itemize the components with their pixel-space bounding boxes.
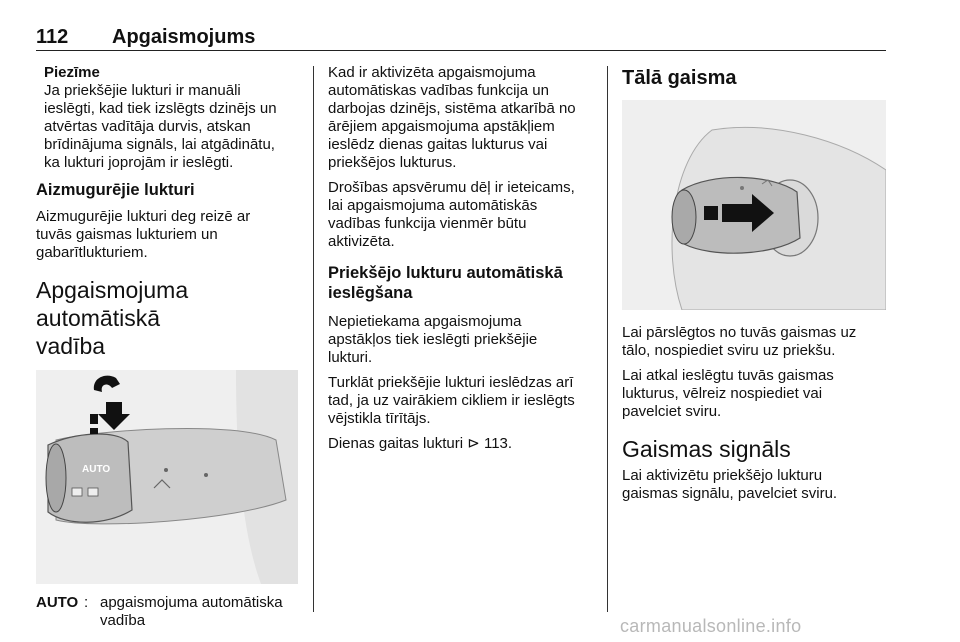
legend-key: AUTO [36,594,79,611]
rear-lights-heading: Aizmugurējie lukturi [36,181,195,199]
column-divider-1 [313,66,314,612]
daytime-lights-reference[interactable]: Dienas gaitas lukturi ⊳ 113. [328,435,513,452]
high-beam-stalk-figure [622,100,886,310]
column-middle [328,64,594,460]
note-text: Ja priekšējie lukturi ir manuāli ieslēgti, kad tiek izslēgts dzinējs un atvērtas vadītāja durvis, atskan brīdinājuma signāls, lai atgādinātu, ka lukturi joprojām ir ieslēgti. [44,82,277,171]
page-header [36,26,886,52]
watermark-text: carmanualsonline.info [620,616,802,636]
note-block [36,64,298,172]
auto-function-text: Kad ir aktivizēta apgaismojuma automātiskas vadības funkcija un darbojas dzinējs, sistēma atkarībā no ārējiem apgaismojuma apstākļiem ieslēdz dienas gaitas lukturus vai priekšējos lukturus. [328,64,576,171]
headlight-flash-heading: Gaismas signāls [622,436,791,462]
wiper-trigger-text: Turklāt priekšējie lukturi ieslēdzas arī tad, ja uz vairākiem cikliem ir ieslēgts vējstikla tīrītājs. [328,374,575,427]
low-beam-return-text: Lai atkal ieslēgtu tuvās gaismas lukturus, vēlreiz nospiediet vai pavelciet sviru. [622,367,834,420]
high-beam-on-text: Lai pārslēgtos no tuvās gaismas uz tālo, nospiediet sviru uz priekšu. [622,324,857,359]
legend-separator: : [84,594,89,611]
auto-light-stalk-figure [36,370,298,584]
light-stalk-illustration [36,370,298,584]
legend-value: apgaismojuma automātiska vadība [100,594,283,629]
column-right [622,64,886,510]
chapter-title: Apgaismojums [112,26,256,48]
rear-lights-text: Aizmugurējie lukturi deg reizē ar tuvās gaismas lukturiem un gabarītlukturiem. [36,208,251,261]
high-beam-heading: Tālā gaisma [622,67,737,89]
auto-light-heading: Apgaismojuma automātiskā vadība [36,277,189,359]
figure-legend [36,594,298,630]
page-number: 112 [36,26,69,48]
high-beam-illustration [622,100,886,310]
headlight-flash-text: Lai aktivizētu priekšējo lukturu gaismas signālu, pavelciet sviru. [622,467,838,502]
header-rule [36,50,886,51]
auto-headlights-heading: Priekšējo lukturu automātiskā ieslēgšana [328,264,563,302]
safety-recommendation-text: Drošības apsvērumu dēļ ir ieteicams, lai apgaismojuma automātiskās vadības funkcija vienmēr būtu aktivizēta. [328,179,575,250]
column-left [36,64,298,630]
note-title: Piezīme [44,64,100,81]
low-light-text: Nepietiekama apgaismojuma apstākļos tiek ieslēgti priekšējie lukturi. [328,313,538,366]
figure-auto-label: AUTO [82,464,111,475]
column-divider-2 [607,66,608,612]
